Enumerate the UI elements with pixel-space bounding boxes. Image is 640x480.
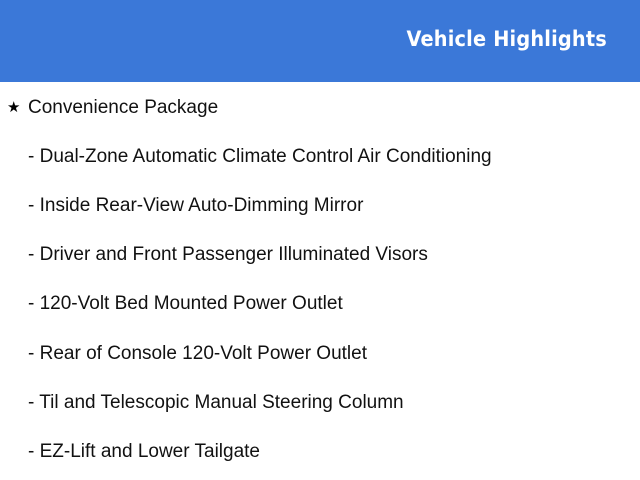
feature-item: - EZ-Lift and Lower Tailgate — [28, 441, 260, 462]
feature-item: - Dual-Zone Automatic Climate Control Air Conditioning — [28, 146, 492, 167]
package-title: Convenience Package — [28, 97, 219, 118]
feature-item: - Driver and Front Passenger Illuminated Visors — [28, 244, 428, 265]
feature-item: - Til and Telescopic Manual Steering Column — [28, 392, 404, 413]
feature-item: - Inside Rear-View Auto-Dimming Mirror — [28, 195, 364, 216]
page-title: Vehicle Highlights — [406, 27, 607, 51]
feature-item: - Rear of Console 120-Volt Power Outlet — [28, 343, 368, 364]
feature-item: - 120-Volt Bed Mounted Power Outlet — [28, 293, 343, 314]
package-heading — [0, 96, 640, 120]
header-banner — [0, 0, 640, 82]
highlights-content — [0, 82, 640, 480]
star-icon: ★ — [7, 98, 21, 116]
